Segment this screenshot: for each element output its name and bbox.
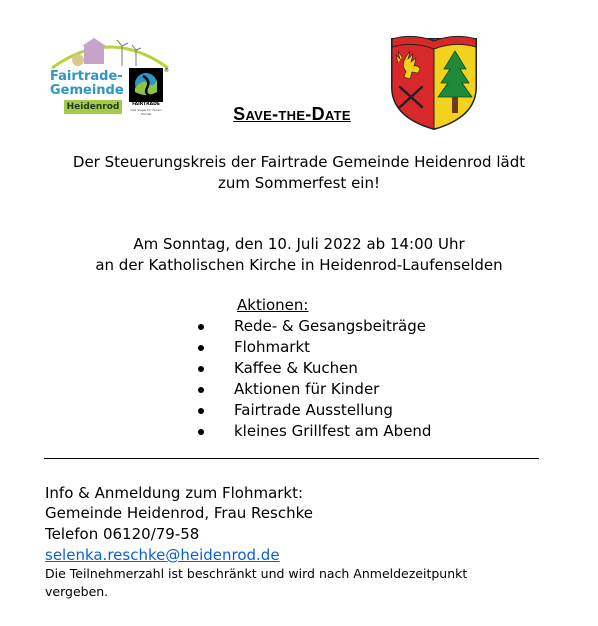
event-date-line: Am Sonntag, den 10. Juli 2022 ab 14:00 Uhr [133,235,465,253]
info-phone: Telefon 06120/79-58 [45,525,200,543]
coat-of-arms-deer-tree-icon [388,35,480,131]
intro-line-1: Der Steuerungskreis der Fairtrade Gemeinde Heidenrod lädt [72,153,526,171]
list-item [196,400,431,421]
registered-mark: ® [164,68,169,74]
list-item-label: Flohmarkt [234,338,311,356]
bullet-icon [198,345,204,351]
bullet-icon [198,324,204,330]
list-item-label: Kaffee & Kuchen [234,359,358,377]
event-location-line: an der Katholischen Kirche in Heidenrod-Laufenselden [95,256,503,274]
participant-note: Die Teilnehmerzahl ist beschränkt und wird nach Anmeldezeitpunkt vergeben. [45,566,468,599]
list-item [196,316,431,337]
list-item-label: Fairtrade Ausstellung [234,401,393,419]
bullet-icon [198,429,204,435]
fairtrade-mark-icon [129,68,163,102]
page-title: Save-the-Date [233,104,351,124]
list-item-label: Aktionen für Kinder [234,380,380,398]
aktionen-list [196,316,431,442]
bullet-icon [198,366,204,372]
fairtrade-gemeinde-wordmark [50,70,132,98]
bullet-icon [198,408,204,414]
list-item [196,421,431,442]
list-item-label: Rede- & Gesangsbeiträge [234,317,426,335]
intro-line-2: zum Sommerfest ein! [218,174,380,192]
list-item [196,337,431,358]
list-item [196,379,431,400]
email-link[interactable]: selenka.reschke@heidenrod.de [45,546,280,564]
logo-line-2: Gemeinde [50,83,124,98]
logo-town-badge: Heidenrod [64,100,122,114]
info-contact: Gemeinde Heidenrod, Frau Reschke [45,504,313,522]
logo-line-1: Fairtrade- [50,69,123,84]
info-heading: Info & Anmeldung zum Flohmarkt: [45,484,304,502]
list-item [196,358,431,379]
divider [44,458,539,459]
fairtrade-mark-label: FAIRTRADE [132,102,160,107]
list-item-label: kleines Grillfest am Abend [234,422,432,440]
bullet-icon [198,387,204,393]
fairtrade-mark-subtitle: Das Siegel für Fairen Handel [130,108,162,116]
aktionen-heading: Aktionen: [237,296,309,314]
